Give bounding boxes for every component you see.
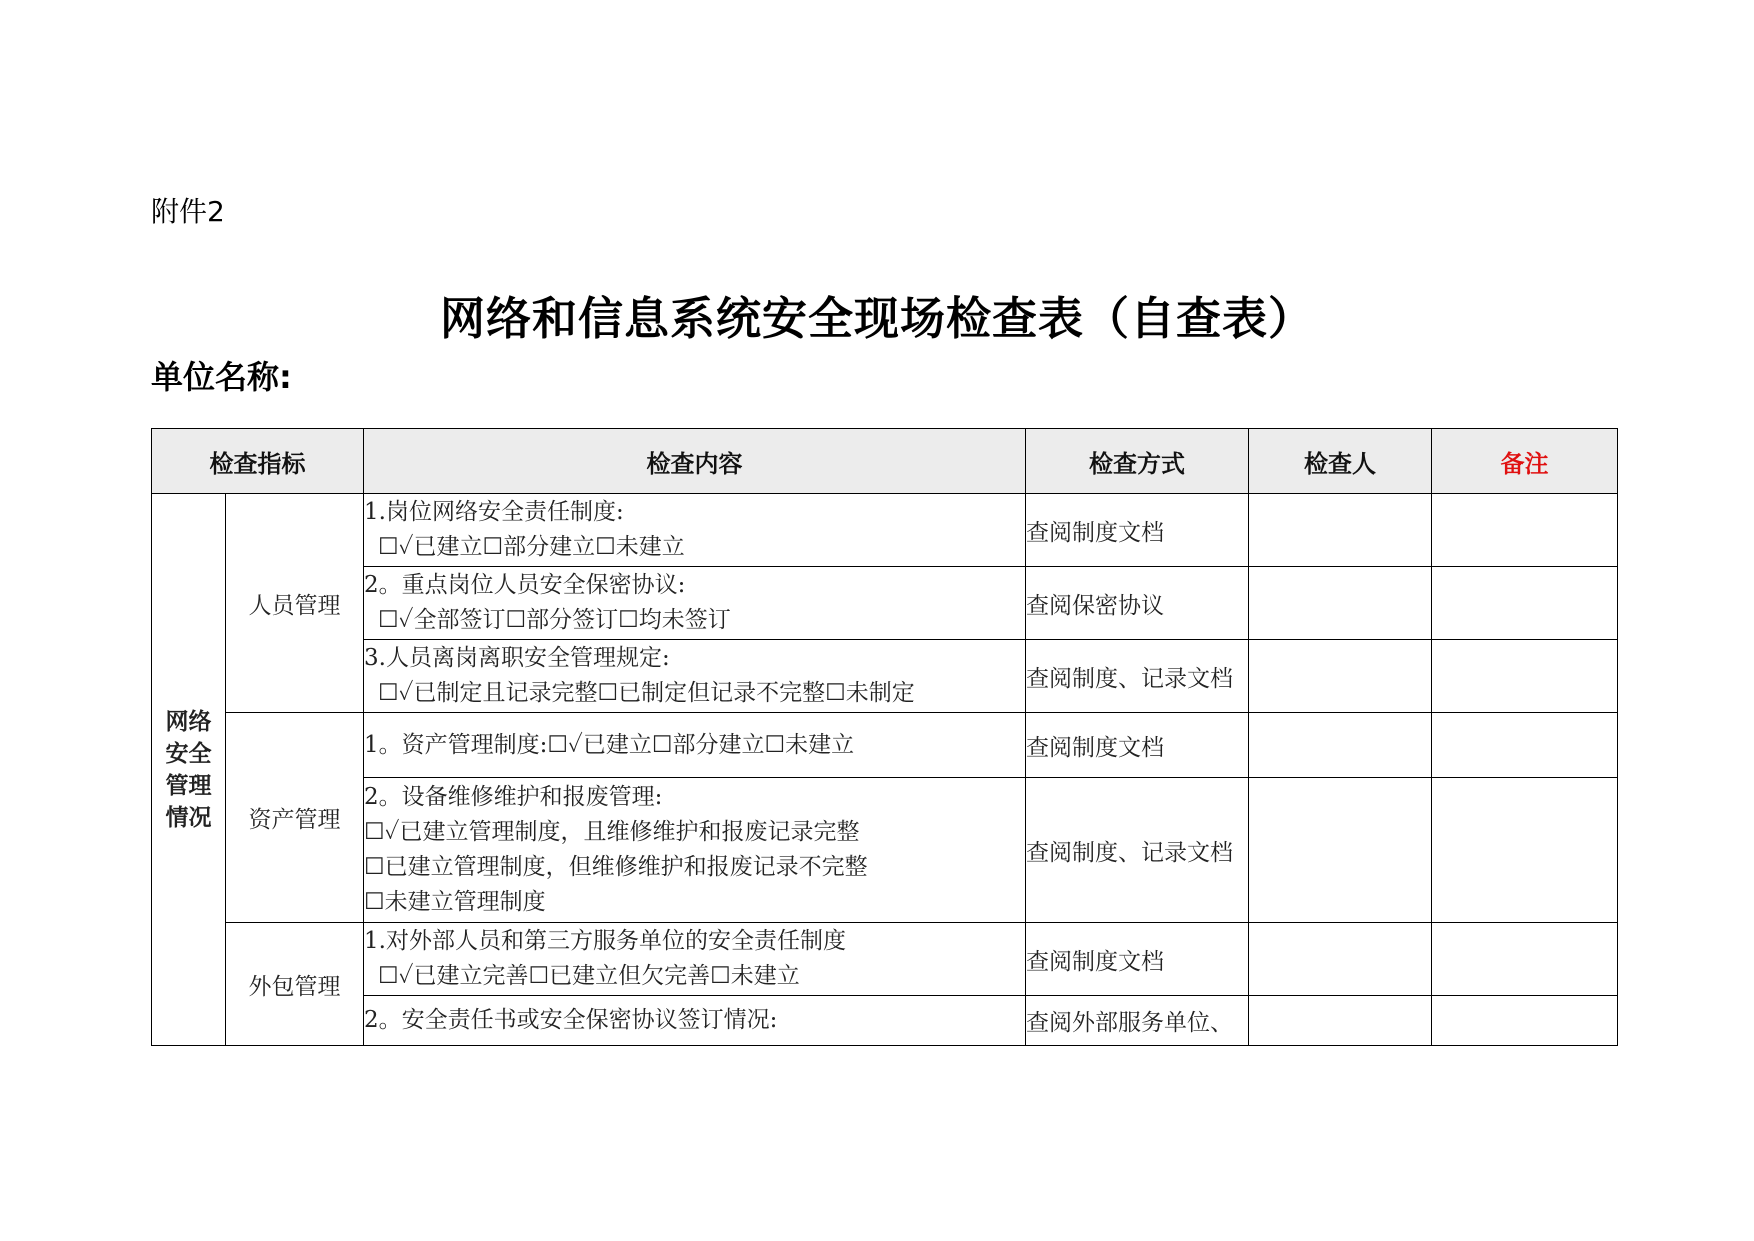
remarks-cell[interactable]	[1432, 778, 1618, 923]
attachment-label: 附件2	[151, 195, 225, 228]
inspector-cell[interactable]	[1249, 923, 1432, 996]
content-cell	[364, 923, 1026, 996]
table-row	[152, 640, 1618, 713]
inspector-cell[interactable]	[1249, 640, 1432, 713]
category-char: 网络	[165, 707, 212, 735]
group-assets: 资产管理	[226, 713, 364, 923]
content-line: 2。重点岗位人员安全保密协议:	[364, 572, 686, 598]
content-options: ☐未建立管理制度	[364, 889, 546, 915]
group-personnel: 人员管理	[226, 494, 364, 713]
content-options: ☐✓已建立完善☐已建立但欠完善☐未建立	[378, 963, 800, 989]
content-options: ☐✓已制定且记录完整☐已制定但记录不完整☐未制定	[378, 680, 915, 706]
header-remarks: 备注	[1432, 429, 1618, 494]
method-cell: 查阅制度文档	[1026, 494, 1249, 567]
category-cell	[152, 494, 226, 1046]
content-options: ☐已建立管理制度，但维修维护和报废记录不完整	[364, 854, 868, 880]
inspector-cell[interactable]	[1249, 996, 1432, 1046]
table-row	[152, 567, 1618, 640]
remarks-cell[interactable]	[1432, 996, 1618, 1046]
remarks-cell[interactable]	[1432, 640, 1618, 713]
header-content: 检查内容	[364, 429, 1026, 494]
content-line: 1。资产管理制度:☐✓已建立☐部分建立☐未建立	[364, 731, 855, 758]
content-line: 2。安全责任书或安全保密协议签订情况:	[364, 1007, 778, 1033]
inspection-table	[151, 428, 1618, 1046]
inspector-cell[interactable]	[1249, 494, 1432, 567]
method-cell: 查阅制度、记录文档	[1026, 778, 1249, 923]
group-outsourcing: 外包管理	[226, 923, 364, 1046]
content-line: 1.岗位网络安全责任制度:	[364, 499, 624, 525]
content-line: 2。设备维修维护和报废管理:	[364, 784, 663, 810]
content-cell	[364, 640, 1026, 713]
header-inspector: 检查人	[1249, 429, 1432, 494]
method-cell: 查阅外部服务单位、	[1026, 996, 1249, 1046]
remarks-cell[interactable]	[1432, 713, 1618, 778]
remarks-cell[interactable]	[1432, 494, 1618, 567]
content-cell	[364, 567, 1026, 640]
inspector-cell[interactable]	[1249, 778, 1432, 923]
unit-name-label: 单位名称:	[151, 358, 292, 396]
inspector-cell[interactable]	[1249, 567, 1432, 640]
table-row	[152, 778, 1618, 923]
table-row	[152, 713, 1618, 778]
inspector-cell[interactable]	[1249, 713, 1432, 778]
header-indicator: 检查指标	[152, 429, 364, 494]
content-cell	[364, 996, 1026, 1046]
table-header-row	[152, 429, 1618, 494]
page-title: 网络和信息系统安全现场检查表（自查表）	[439, 292, 1314, 345]
method-cell: 查阅保密协议	[1026, 567, 1249, 640]
content-options: ☐✓全部签订☐部分签订☐均未签订	[378, 607, 731, 633]
category-char: 管理	[165, 771, 212, 799]
category-char: 情况	[165, 803, 212, 831]
content-line: 1.对外部人员和第三方服务单位的安全责任制度	[364, 928, 846, 954]
remarks-cell[interactable]	[1432, 567, 1618, 640]
content-options: ☐✓已建立☐部分建立☐未建立	[378, 534, 685, 560]
method-cell: 查阅制度文档	[1026, 713, 1249, 778]
table-row	[152, 996, 1618, 1046]
content-line: 3.人员离岗离职安全管理规定:	[364, 645, 670, 671]
content-options: ☐✓已建立管理制度，且维修维护和报废记录完整	[364, 819, 860, 845]
method-cell: 查阅制度、记录文档	[1026, 640, 1249, 713]
content-cell	[364, 713, 1026, 778]
method-cell: 查阅制度文档	[1026, 923, 1249, 996]
header-method: 检查方式	[1026, 429, 1249, 494]
table-row	[152, 923, 1618, 996]
category-char: 安全	[165, 739, 212, 767]
remarks-cell[interactable]	[1432, 923, 1618, 996]
content-cell	[364, 778, 1026, 923]
content-cell	[364, 494, 1026, 567]
table-row	[152, 494, 1618, 567]
